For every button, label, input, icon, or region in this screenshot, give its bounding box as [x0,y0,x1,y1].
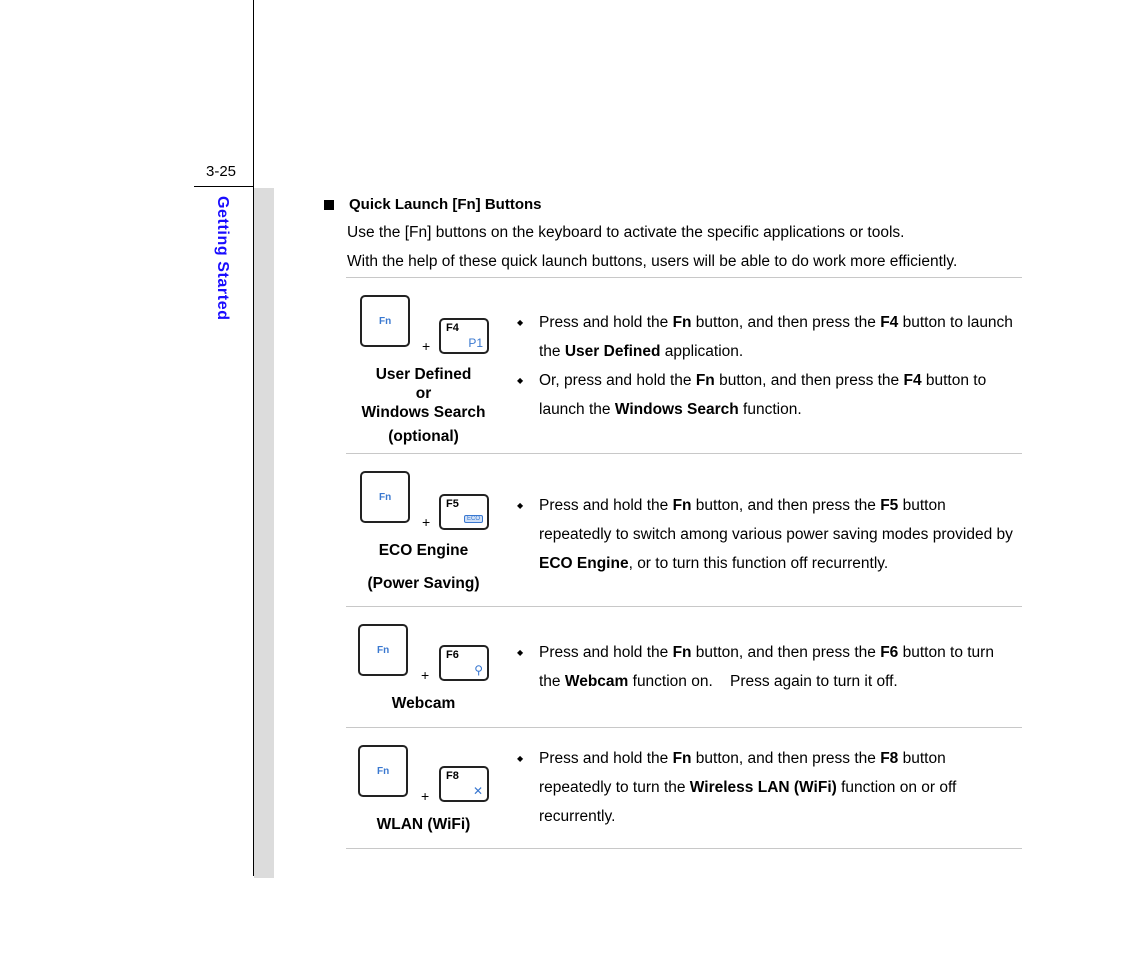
bullet-item: ◆ Press and hold the Fn button, and then press the F5 button repeatedly to switch among various power saving modes provided by ECO Engine, or to turn this function off recurrently. [516,491,1016,578]
f4-key: F4 P1 [439,318,489,354]
intro-line-2: With the help of these quick launch buttons, users will be able to do work more efficiently. [347,253,958,270]
fn-key: Fn [360,471,410,523]
bullet-item: ◆ Or, press and hold the Fn button, and then press the F4 button to launch the Windows Search function. [516,366,1016,424]
row-description [516,744,1016,831]
row-caption: ECO Engine (Power Saving) [367,542,480,592]
row-caption: User Defined or Windows Search (optional) [361,366,486,445]
row-caption: WLAN (WiFi) [376,816,471,833]
section-label: Getting Started [214,196,231,321]
fn-row-f6 [346,607,1022,727]
plus-sign: + [422,514,431,530]
row-caption: Webcam [391,695,456,712]
row-description [516,491,1016,578]
plus-sign: + [422,338,431,354]
margin-rule-horizontal [194,186,254,187]
fn-key: Fn [358,624,408,676]
bullet-item: ◆ Press and hold the Fn button, and then press the F6 button to turn the Webcam function on. Press again to turn it off. [516,638,1016,696]
section-heading [324,196,542,213]
table-rule [346,848,1022,849]
f6-key: F6 ⚲ [439,645,489,681]
heading-text: Quick Launch [Fn] Buttons [349,196,542,213]
fn-row-f5 [346,454,1022,606]
intro-line-1: Use the [Fn] buttons on the keyboard to activate the specific applications or tools. [347,224,905,241]
fn-key: Fn [360,295,410,347]
plus-sign: + [421,667,430,683]
fn-row-f8 [346,728,1022,848]
page-number: 3-25 [206,163,237,180]
f5-key: F5 ECO [439,494,489,530]
row-description [516,308,1016,424]
bullet-item: ◆ Press and hold the Fn button, and then press the F4 button to launch the User Defined application. [516,308,1016,366]
section-tab-bar [254,188,274,878]
p1-icon: P1 [468,336,483,350]
bullet-item: ◆ Press and hold the Fn button, and then press the F8 button repeatedly to turn the Wireless LAN (WiFi) function on or off recurrently. [516,744,1016,831]
wifi-icon: ✕ [472,784,483,798]
eco-icon: ECO [464,515,483,523]
plus-sign: + [421,788,430,804]
f8-key: F8 ✕ [439,766,489,802]
fn-row-f4 [346,278,1022,453]
webcam-icon: ⚲ [474,663,483,677]
square-bullet-icon [324,200,334,210]
row-description [516,638,1016,696]
fn-key: Fn [358,745,408,797]
